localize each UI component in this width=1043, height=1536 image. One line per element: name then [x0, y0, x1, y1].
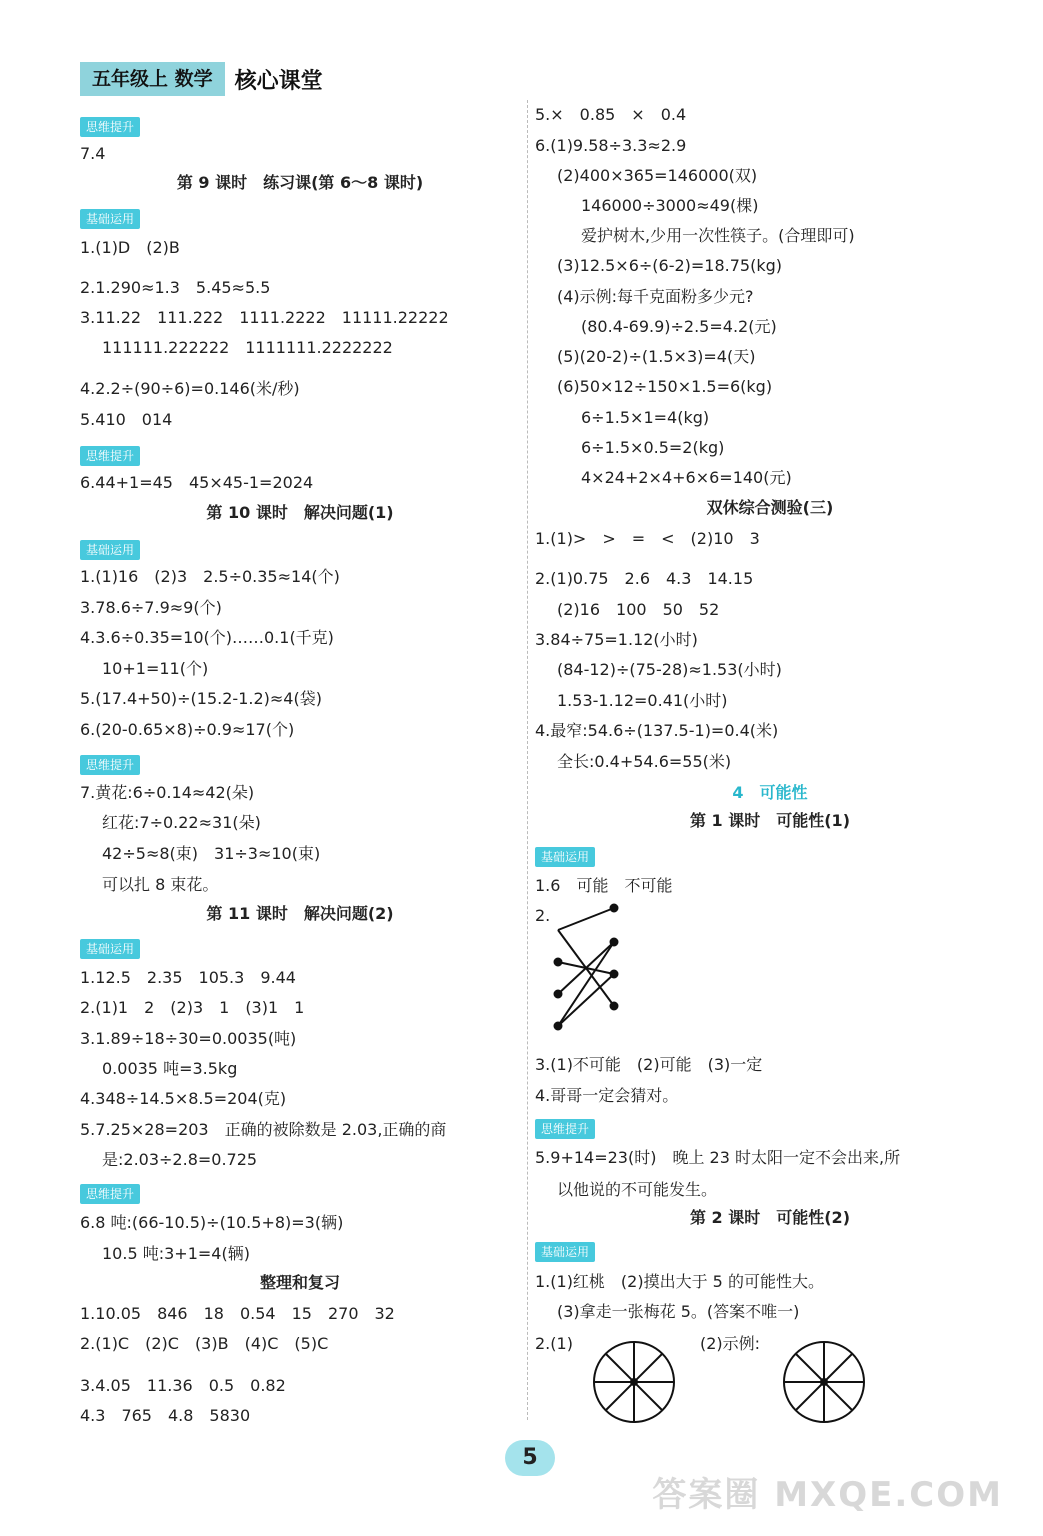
- answer-line: 2.1.290≈1.3 5.45≈5.5: [80, 278, 271, 297]
- answer-line: 4.最窄:54.6÷(137.5-1)=0.4(米): [535, 721, 779, 740]
- answer-line: (2)16 100 50 52: [557, 600, 720, 619]
- answer-line: 10+1=11(个): [102, 659, 209, 678]
- answer-line: 1.(1)> > = < (2)10 3: [535, 529, 760, 548]
- answer-line: 1.12.5 2.35 105.3 9.44: [80, 968, 296, 987]
- spinner-wheel: [780, 1338, 870, 1428]
- answer-line: 5.(17.4+50)÷(15.2-1.2)≈4(袋): [80, 689, 322, 708]
- answer-line: 可以扎 8 束花。: [102, 875, 219, 894]
- lesson-heading: 第 1 课时 可能性(1): [689, 811, 851, 830]
- answer-line: 5.410 014: [80, 410, 173, 429]
- answer-line: 以他说的不可能发生。: [557, 1180, 718, 1199]
- thinking-badge: 思维提升: [535, 1119, 595, 1139]
- thinking-badge: 思维提升: [80, 1184, 140, 1204]
- answer-line: 4.3.6÷0.35=10(个)……0.1(千克): [80, 628, 334, 647]
- answer-line: 111111.222222 1111111.2222222: [102, 338, 393, 357]
- lesson-heading: 第 2 课时 可能性(2): [689, 1208, 851, 1227]
- answer-line: 1.6 可能 不可能: [535, 876, 673, 895]
- answer-line: 5.9+14=23(时) 晚上 23 时太阳一定不会出来,所: [535, 1148, 901, 1167]
- page-number: 5: [505, 1440, 555, 1476]
- unit-heading: 4 可能性: [732, 783, 808, 802]
- watermark: 答案圈 MXQE.COM: [652, 1475, 1003, 1515]
- answer-line: (2)示例:: [700, 1334, 761, 1353]
- answer-line: 6÷1.5×0.5=2(kg): [581, 438, 725, 457]
- answer-line: 1.10.05 846 18 0.54 15 270 32: [80, 1304, 395, 1323]
- answer-line: (6)50×12÷150×1.5=6(kg): [557, 377, 773, 396]
- answer-line: 6.(20-0.65×8)÷0.9≈17(个): [80, 720, 295, 739]
- answer-line: (80.4-69.9)÷2.5=4.2(元): [581, 317, 777, 336]
- answer-line: 3.84÷75=1.12(小时): [535, 630, 698, 649]
- grade-subject-tag: 五年级上 数学: [80, 62, 225, 96]
- thinking-badge: 思维提升: [80, 117, 140, 137]
- answer-line: 6÷1.5×1=4(kg): [581, 408, 710, 427]
- answer-line: (84-12)÷(75-28)≈1.53(小时): [557, 660, 782, 679]
- answer-line: 7.4: [80, 144, 106, 163]
- answer-line: 1.(1)红桃 (2)摸出大于 5 的可能性大。: [535, 1272, 824, 1291]
- spinner-wheel: [590, 1338, 680, 1428]
- answer-line: 2.(1)1 2 (2)3 1 (3)1 1: [80, 998, 305, 1017]
- answer-line: 10.5 吨:3+1=4(辆): [102, 1244, 250, 1263]
- answer-line: (2)400×365=146000(双): [557, 166, 758, 185]
- answer-line: 4.2.2÷(90÷6)=0.146(米/秒): [80, 379, 300, 398]
- answer-line: 6.44+1=45 45×45-1=2024: [80, 473, 314, 492]
- answer-line: 2.(1)0.75 2.6 4.3 14.15: [535, 569, 754, 588]
- answer-line: 1.(1)D (2)B: [80, 238, 180, 257]
- answer-line: 4×24+2×4+6×6=140(元): [581, 468, 792, 487]
- answer-line: 42÷5≈8(束) 31÷3≈10(束): [102, 844, 321, 863]
- basic-badge: 基础运用: [80, 540, 140, 560]
- answer-line: 0.0035 吨=3.5kg: [102, 1059, 238, 1078]
- answer-line: 3.11.22 111.222 1111.2222 11111.22222: [80, 308, 449, 327]
- answer-line: 3.78.6÷7.9≈9(个): [80, 598, 222, 617]
- answer-line: 3.(1)不可能 (2)可能 (3)一定: [535, 1055, 763, 1074]
- answer-line: 2.(1): [535, 1334, 573, 1353]
- matching-diagram: [550, 902, 650, 1042]
- answer-line: 3.4.05 11.36 0.5 0.82: [80, 1376, 286, 1395]
- lesson-heading: 第 9 课时 练习课(第 6～8 课时): [176, 173, 424, 192]
- answer-line: 5.7.25×28=203 正确的被除数是 2.03,正确的商: [80, 1120, 447, 1139]
- answer-line: 1.53-1.12=0.41(小时): [557, 691, 728, 710]
- answer-line: 2.: [535, 906, 551, 925]
- basic-badge: 基础运用: [535, 847, 595, 867]
- book-brand: 核心课堂: [234, 68, 323, 94]
- answer-line: 6.8 吨:(66-10.5)÷(10.5+8)=3(辆): [80, 1213, 344, 1232]
- thinking-badge: 思维提升: [80, 446, 140, 466]
- answer-line: 5.× 0.85 × 0.4: [535, 105, 687, 124]
- answer-line: 6.(1)9.58÷3.3≈2.9: [535, 136, 687, 155]
- answer-line: 3.1.89÷18÷30=0.0035(吨): [80, 1029, 297, 1048]
- answer-line: (4)示例:每千克面粉多少元?: [557, 287, 754, 306]
- answer-line: 4.3 765 4.8 5830: [80, 1406, 251, 1425]
- lesson-heading: 第 10 课时 解决问题(1): [206, 503, 394, 522]
- basic-badge: 基础运用: [80, 939, 140, 959]
- basic-badge: 基础运用: [80, 209, 140, 229]
- answer-line: 1.(1)16 (2)3 2.5÷0.35≈14(个): [80, 567, 340, 586]
- page-header: [80, 62, 323, 96]
- basic-badge: 基础运用: [535, 1242, 595, 1262]
- answer-line: (3)拿走一张梅花 5。(答案不唯一): [557, 1302, 800, 1321]
- section-heading: 双休综合测验(三): [706, 498, 834, 517]
- answer-line: 2.(1)C (2)C (3)B (4)C (5)C: [80, 1334, 329, 1353]
- answer-line: 7.黄花:6÷0.14≈42(朵): [80, 783, 255, 802]
- answer-line: 146000÷3000≈49(棵): [581, 196, 759, 215]
- lesson-heading: 第 11 课时 解决问题(2): [206, 904, 394, 923]
- answer-line: 4.哥哥一定会猜对。: [535, 1086, 679, 1105]
- column-divider: [527, 100, 528, 1420]
- answer-line: (3)12.5×6÷(6-2)=18.75(kg): [557, 256, 783, 275]
- answer-line: 全长:0.4+54.6=55(米): [557, 752, 732, 771]
- answer-line: 是:2.03÷2.8=0.725: [102, 1150, 258, 1169]
- thinking-badge: 思维提升: [80, 755, 140, 775]
- answer-line: 爱护树木,少用一次性筷子。(合理即可): [581, 226, 855, 245]
- section-heading: 整理和复习: [259, 1273, 340, 1292]
- answer-line: 4.348÷14.5×8.5=204(克): [80, 1089, 287, 1108]
- answer-line: 红花:7÷0.22≈31(朵): [102, 813, 261, 832]
- answer-line: (5)(20-2)÷(1.5×3)=4(天): [557, 347, 756, 366]
